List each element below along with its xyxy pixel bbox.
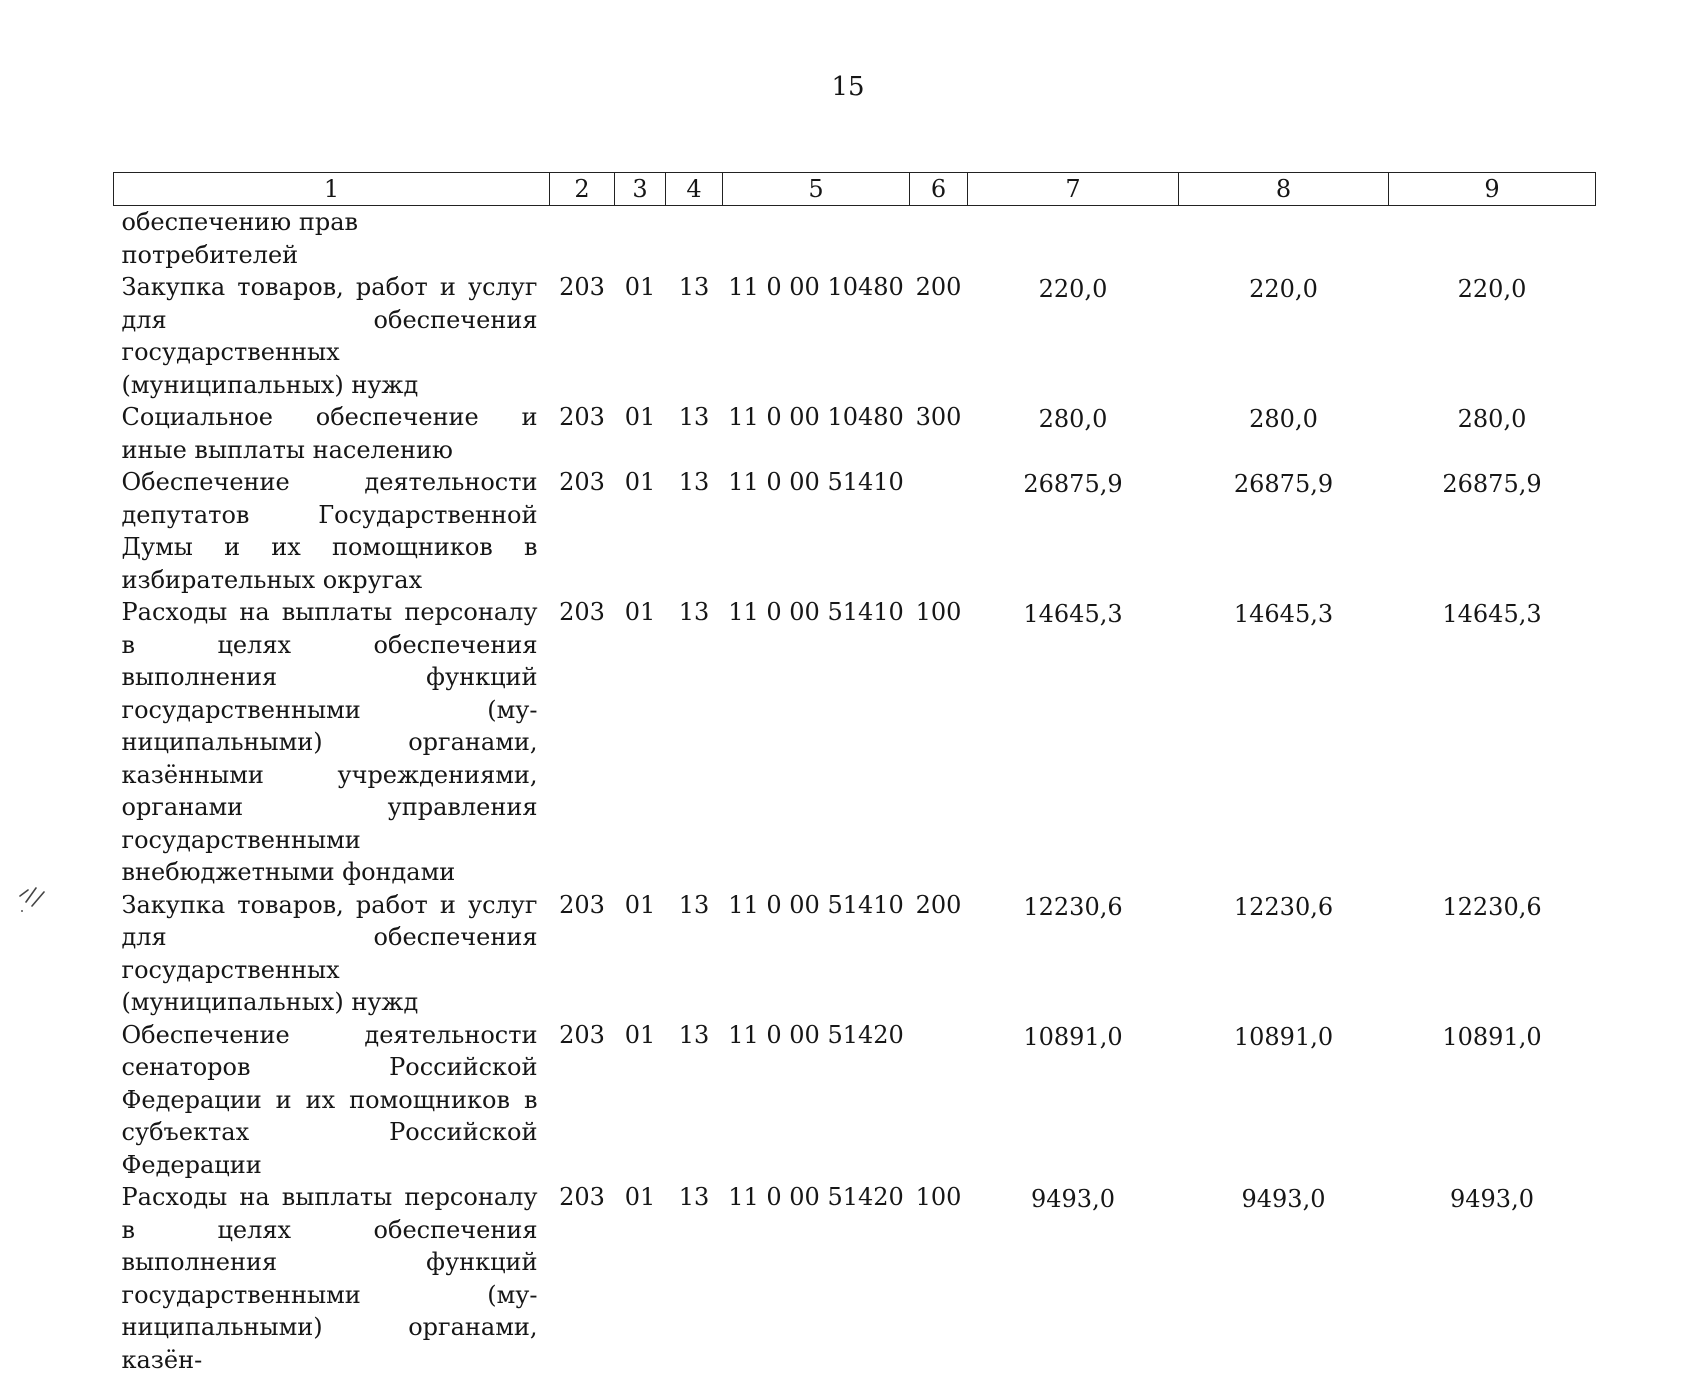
value-7: 26875,9: [968, 466, 1179, 596]
value-9: 280,0: [1389, 401, 1596, 466]
code-4: 13: [666, 889, 723, 1019]
code-5: 11 0 00 51420: [723, 1019, 910, 1182]
table-header: [114, 173, 1596, 206]
value-9: 12230,6: [1389, 889, 1596, 1019]
code-4: 13: [666, 1019, 723, 1182]
row-name: Обеспечение деятельности сенаторов Российской Федерации и их помощников в субъектах Российской Федерации: [114, 1019, 550, 1182]
value-8: 14645,3: [1179, 596, 1389, 889]
column-header-9: 9: [1389, 173, 1596, 206]
column-header-1: 1: [114, 173, 550, 206]
value-7: 9493,0: [968, 1181, 1179, 1376]
column-header-8: 8: [1179, 173, 1389, 206]
value-8: 280,0: [1179, 401, 1389, 466]
code-5: 11 0 00 51410: [723, 889, 910, 1019]
code-6: [910, 206, 968, 272]
value-9: 10891,0: [1389, 1019, 1596, 1182]
code-2: 203: [550, 401, 615, 466]
code-3: 01: [615, 401, 666, 466]
column-header-5: 5: [723, 173, 910, 206]
code-6: 300: [910, 401, 968, 466]
code-4: 13: [666, 596, 723, 889]
value-9: 26875,9: [1389, 466, 1596, 596]
value-9: [1389, 206, 1596, 272]
code-3: 01: [615, 466, 666, 596]
code-5: 11 0 00 51410: [723, 596, 910, 889]
table-body: [114, 206, 1596, 1376]
table-row: [114, 271, 1596, 401]
code-2: 203: [550, 466, 615, 596]
code-2: 203: [550, 889, 615, 1019]
column-header-7: 7: [968, 173, 1179, 206]
code-4: 13: [666, 401, 723, 466]
code-2: 203: [550, 271, 615, 401]
value-9: 14645,3: [1389, 596, 1596, 889]
row-name: Расходы на выплаты персоналу в целях обеспечения выполнения функций государственными (муниципальными) органами, казён-: [114, 1181, 550, 1376]
code-5: 11 0 00 10480: [723, 401, 910, 466]
code-4: 13: [666, 271, 723, 401]
value-7: [968, 206, 1179, 272]
page-number: 15: [0, 72, 1696, 102]
code-4: 13: [666, 1181, 723, 1376]
pen-mark-icon: [18, 884, 48, 914]
code-2: 203: [550, 1019, 615, 1182]
code-6: 200: [910, 271, 968, 401]
value-7: 14645,3: [968, 596, 1179, 889]
table-row: [114, 466, 1596, 596]
table-row: [114, 401, 1596, 466]
code-2: 203: [550, 596, 615, 889]
value-8: 26875,9: [1179, 466, 1389, 596]
value-8: 220,0: [1179, 271, 1389, 401]
code-6: 100: [910, 596, 968, 889]
row-name: обеспечению прав потребителей: [114, 206, 550, 272]
column-header-6: 6: [910, 173, 968, 206]
row-name: Социальное обеспечение и иные выплаты населению: [114, 401, 550, 466]
code-3: 01: [615, 271, 666, 401]
value-7: 12230,6: [968, 889, 1179, 1019]
budget-table: [113, 172, 1596, 1376]
value-9: 220,0: [1389, 271, 1596, 401]
table-row: [114, 1019, 1596, 1182]
table-row: [114, 596, 1596, 889]
table-row: [114, 1181, 1596, 1376]
value-7: 280,0: [968, 401, 1179, 466]
code-3: 01: [615, 596, 666, 889]
value-9: 9493,0: [1389, 1181, 1596, 1376]
table-row: [114, 889, 1596, 1019]
value-7: 220,0: [968, 271, 1179, 401]
value-8: [1179, 206, 1389, 272]
column-header-2: 2: [550, 173, 615, 206]
code-5: 11 0 00 10480: [723, 271, 910, 401]
value-8: 10891,0: [1179, 1019, 1389, 1182]
code-6: 100: [910, 1181, 968, 1376]
row-name: Расходы на выплаты персоналу в целях обеспечения выполнения функций государственными (муниципальными) органами, казёнными учреждениями, органами управления государственными внебюджетными фондами: [114, 596, 550, 889]
code-3: [615, 206, 666, 272]
code-6: [910, 1019, 968, 1182]
row-name: Обеспечение деятельности депутатов Государственной Думы и их помощников в избирательных округах: [114, 466, 550, 596]
code-6: 200: [910, 889, 968, 1019]
value-8: 12230,6: [1179, 889, 1389, 1019]
column-header-4: 4: [666, 173, 723, 206]
code-2: [550, 206, 615, 272]
code-5: [723, 206, 910, 272]
header-row: [114, 173, 1596, 206]
code-3: 01: [615, 1019, 666, 1182]
row-name: Закупка товаров, работ и услуг для обеспечения государственных (муниципальных) нужд: [114, 271, 550, 401]
code-2: 203: [550, 1181, 615, 1376]
code-6: [910, 466, 968, 596]
column-header-3: 3: [615, 173, 666, 206]
row-name: Закупка товаров, работ и услуг для обеспечения государственных (муниципальных) нужд: [114, 889, 550, 1019]
code-3: 01: [615, 889, 666, 1019]
code-5: 11 0 00 51420: [723, 1181, 910, 1376]
code-5: 11 0 00 51410: [723, 466, 910, 596]
value-7: 10891,0: [968, 1019, 1179, 1182]
code-4: [666, 206, 723, 272]
value-8: 9493,0: [1179, 1181, 1389, 1376]
code-3: 01: [615, 1181, 666, 1376]
table-row: [114, 206, 1596, 272]
code-4: 13: [666, 466, 723, 596]
